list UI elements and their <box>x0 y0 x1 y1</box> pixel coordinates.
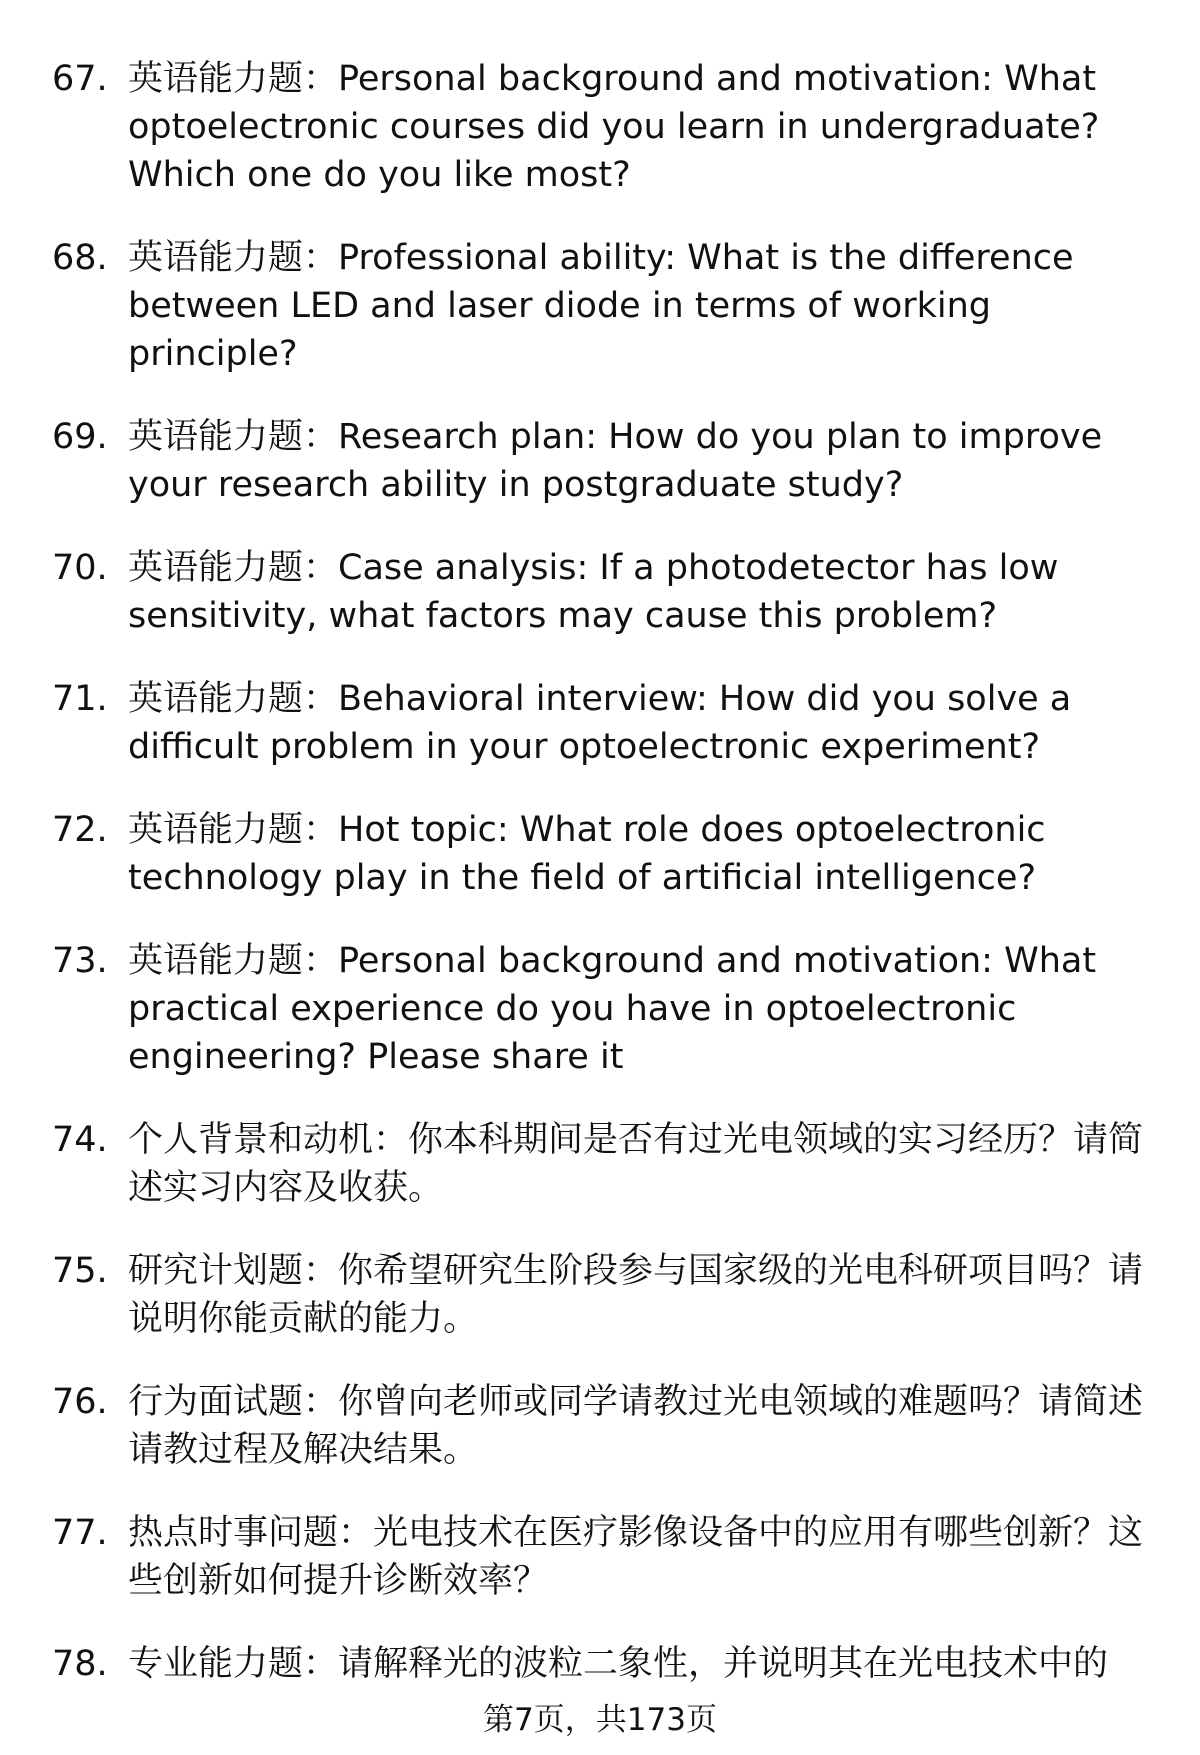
question-number: 73. <box>52 941 108 981</box>
question-list <box>0 55 1200 1688</box>
list-item <box>0 55 1200 199</box>
question-text: 专业能力题：请解释光的波粒二象性，并说明其在光电技术中的 <box>128 1644 1109 1684</box>
question-text: 英语能力题：Case analysis: If a photodetector has low sensitivity, what factors may cause this problem? <box>128 548 1059 636</box>
question-text: 英语能力题：Professional ability: What is the difference between LED and laser diode in terms of working principle? <box>128 238 1074 374</box>
page-footer: 第7页，共173页 <box>483 1702 717 1738</box>
question-number: 74. <box>52 1120 108 1160</box>
question-text: 英语能力题：Personal background and motivation: What practical experience do you have in optoelectronic engineering? Please share it <box>128 941 1097 1077</box>
list-item <box>0 806 1200 902</box>
question-number: 71. <box>52 679 108 719</box>
list-item <box>0 544 1200 640</box>
question-number: 68. <box>52 238 108 278</box>
question-text: 英语能力题：Personal background and motivation: What optoelectronic courses did you learn in undergraduate? Which one do you like most? <box>128 59 1100 195</box>
question-text: 热点时事问题：光电技术在医疗影像设备中的应用有哪些创新？这些创新如何提升诊断效率？ <box>128 1513 1144 1601</box>
question-number: 75. <box>52 1251 108 1291</box>
list-item <box>0 413 1200 509</box>
list-item <box>0 1509 1200 1605</box>
question-text: 研究计划题：你希望研究生阶段参与国家级的光电科研项目吗？请说明你能贡献的能力。 <box>128 1251 1144 1339</box>
question-number: 78. <box>52 1644 108 1684</box>
question-number: 70. <box>52 548 108 588</box>
question-text: 英语能力题：Research plan: How do you plan to improve your research ability in postgraduate study? <box>128 417 1103 505</box>
question-text: 英语能力题：Behavioral interview: How did you solve a difficult problem in your optoelectronic experiment? <box>128 679 1072 767</box>
question-number: 69. <box>52 417 108 457</box>
question-number: 72. <box>52 810 108 850</box>
question-number: 76. <box>52 1382 108 1422</box>
list-item <box>0 1378 1200 1474</box>
list-item <box>0 937 1200 1081</box>
list-item <box>0 1247 1200 1343</box>
question-number: 67. <box>52 59 108 99</box>
list-item <box>0 1116 1200 1212</box>
question-text: 英语能力题：Hot topic: What role does optoelectronic technology play in the field of artificial intelligence? <box>128 810 1046 898</box>
list-item <box>0 1640 1200 1688</box>
question-text: 行为面试题：你曾向老师或同学请教过光电领域的难题吗？请简述请教过程及解决结果。 <box>128 1382 1144 1470</box>
question-text: 个人背景和动机：你本科期间是否有过光电领域的实习经历？请简述实习内容及收获。 <box>128 1120 1144 1208</box>
question-number: 77. <box>52 1513 108 1553</box>
list-item <box>0 234 1200 378</box>
list-item <box>0 675 1200 771</box>
